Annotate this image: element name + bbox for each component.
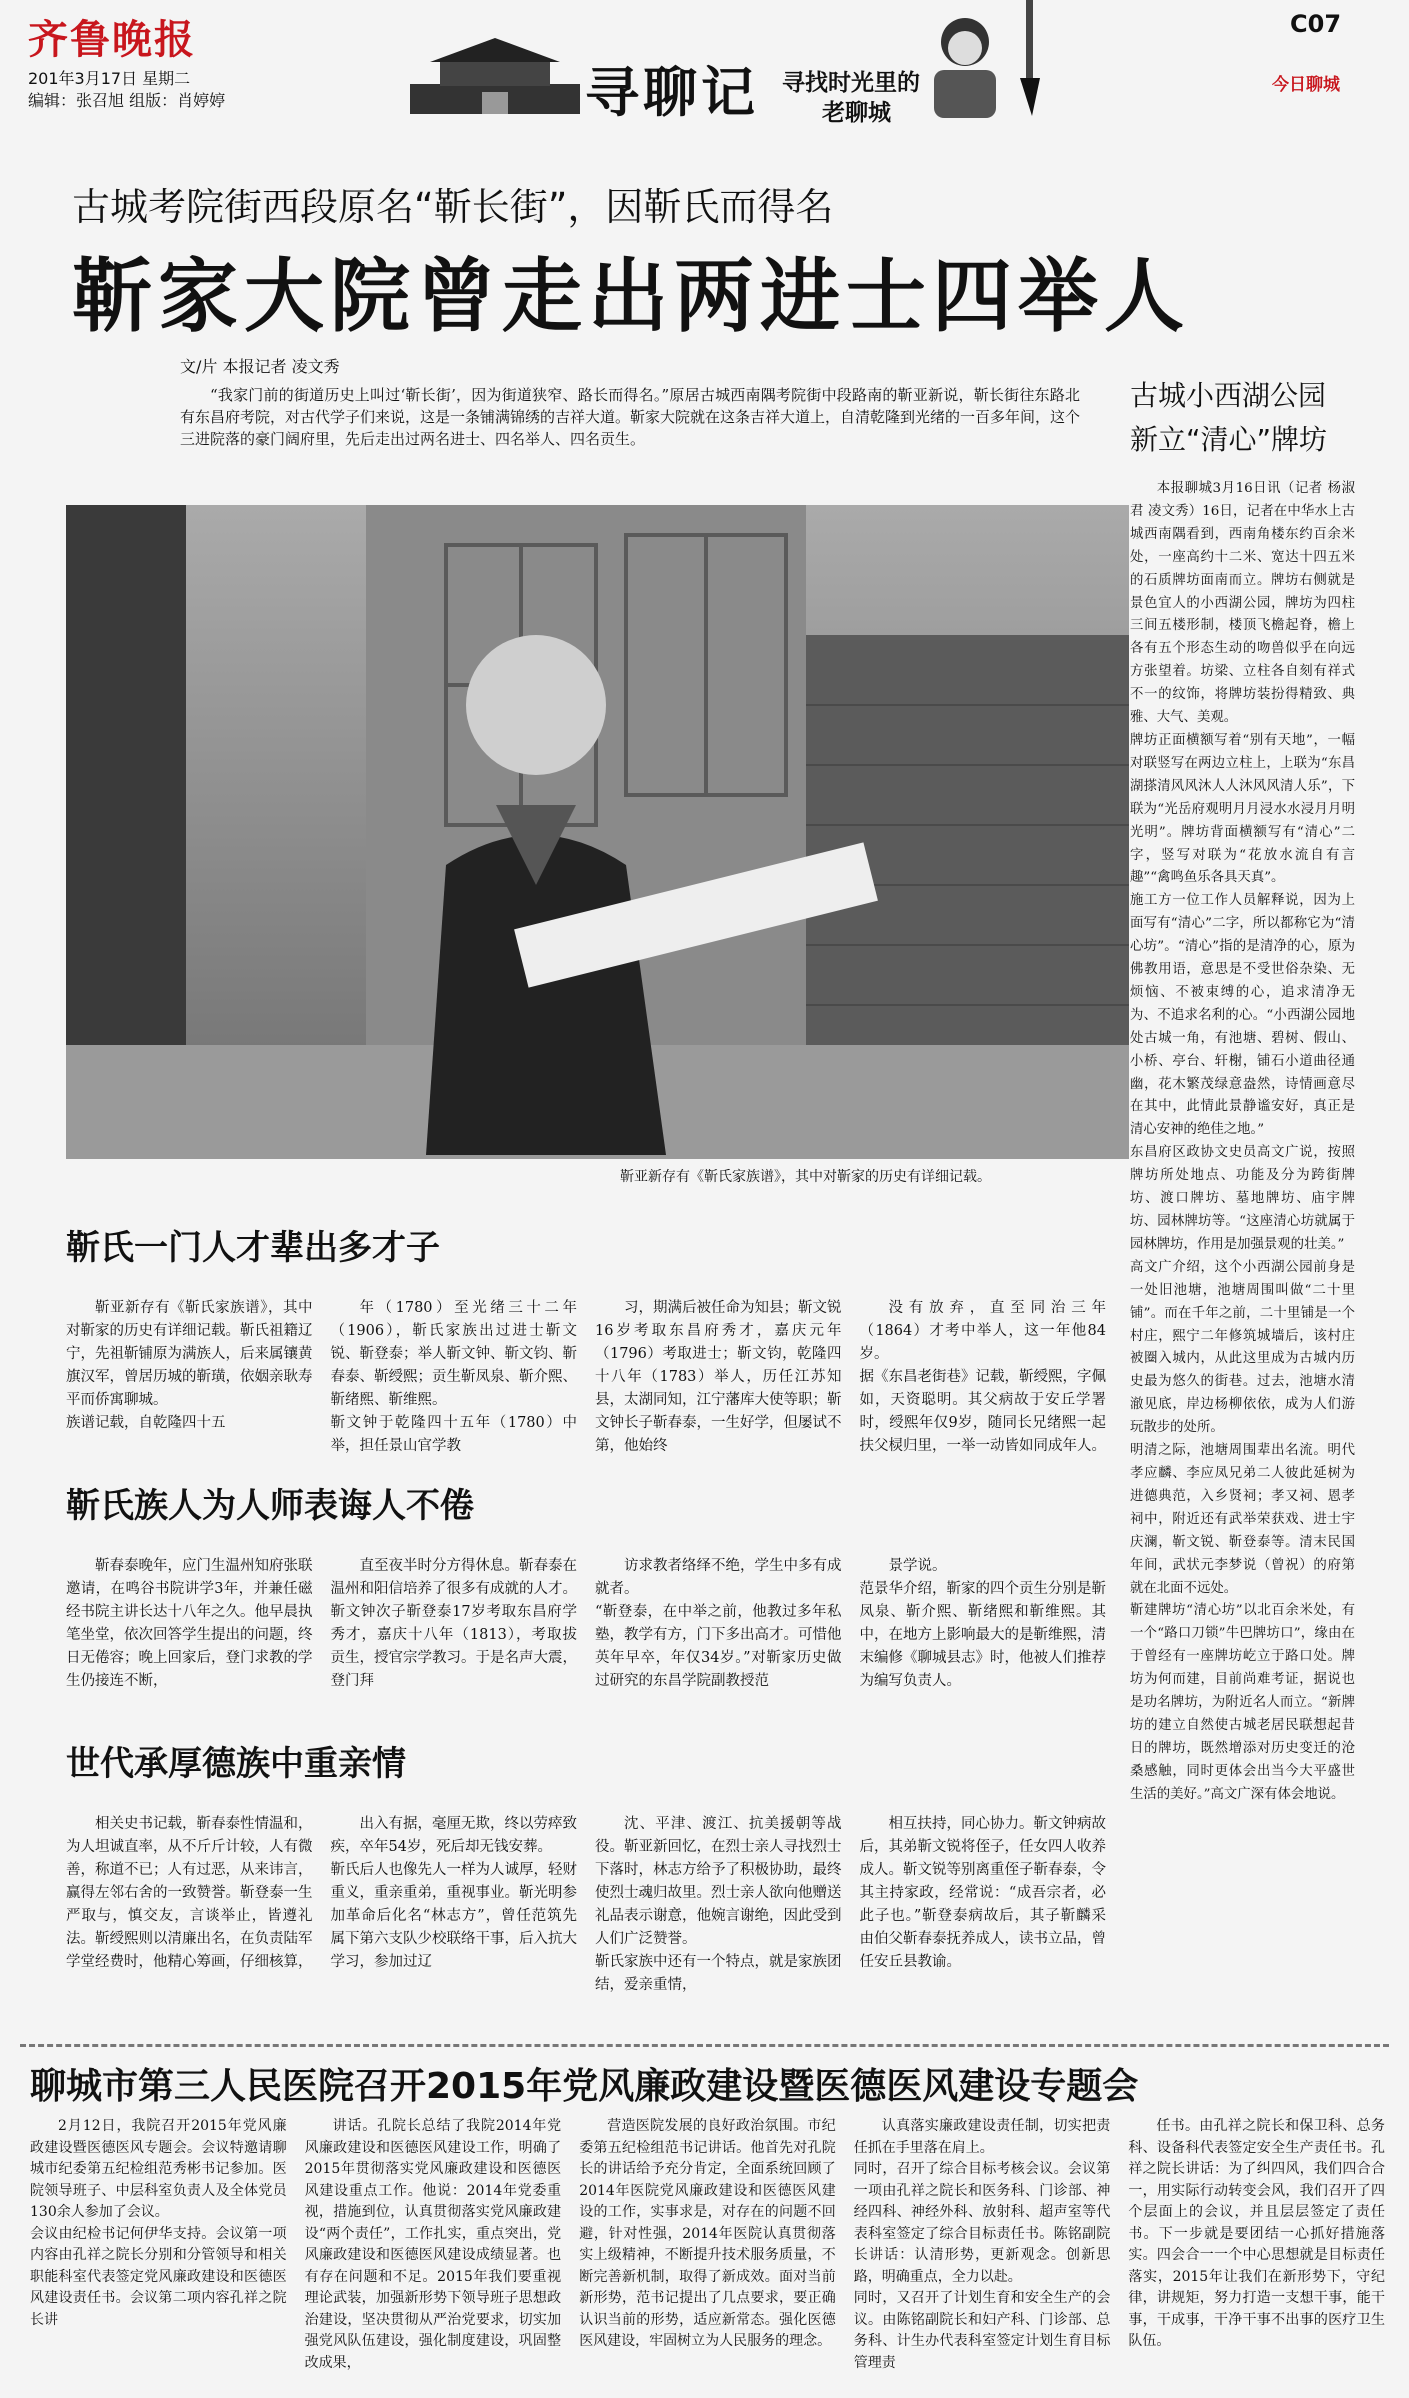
bottom-col: 认真落实廉政建设责任制，切实把责任抓在手里落在肩上。 同时，召开了综合目标考核会议。会议第一项由孔祥之院长和医务科、门诊部、神经四科、神经外科、放射科、超声室等代表科室签定了综合目标责任书。陈铭副院长讲话：认清形势，更新观念。创新思路，明确重点，全力以赴。 同时，又召开了计划生育和安全生产的会议。由陈铭副院长和妇产科、门诊部、总务科、计生办代表科室签定计划生育目标管理责 [853, 2118, 1111, 2371]
bottom-col: 任书。由孔祥之院长和保卫科、总务科、设备科代表签定安全生产责任书。孔祥之院长讲话：为了纠四风，我们四合合一，用实际行动转变会风，我们召开了四个层面上的会议，并且层层签定了责任书。下一步就是要团结一心抓好措施落实。四会合一一个中心思想就是目标责任落实，2015年让我们在新形势下，守纪律，讲规矩，努力打造一支想干事，能干事，干成事，干净干事不出事的医疗卫生队伍。 [1128, 2118, 1385, 2349]
side-column [1130, 478, 1355, 2398]
page-number: C07 [1290, 10, 1342, 38]
section-2-col: 景学说。 范景华介绍，靳家的四个贡生分别是靳凤泉、靳介熙、靳绪熙和靳维熙。其中，在地方上影响最大的是靳维熙，清末编修《聊城县志》时，他被人们推荐为编写负责人。 [859, 1558, 1106, 1689]
section-3-col: 沈、平津、渡江、抗美援朝等战役。靳亚新回忆，在烈士亲人寻找烈士下落时，林志方给予了积极协助，最终使烈士魂归故里。烈士亲人欲向他赠送礼品表示谢意，他婉言谢绝，因此受到人们广泛赞誉。 靳氏家族中还有一个特点，就是家族团结，爱亲重情， [595, 1816, 842, 1993]
side-title-2: 新立“清心”牌坊 [1130, 423, 1328, 456]
editor-line: 编辑：张召旭 组版：肖婷婷 [28, 91, 226, 110]
section-2-col: 靳春泰晚年，应门生温州知府张联邀请，在鸣谷书院讲学3年，并兼任磁经书院主讲长达十八年之久。他早晨执笔坐堂，依次回答学生提出的问题，终日无倦容；晚上回家后，登门求教的学生仍接连不断， [66, 1558, 313, 1689]
section-label: 今日聊城 [1272, 75, 1340, 95]
portrait-icon [922, 8, 1008, 118]
bottom-story [30, 2116, 1385, 2372]
photo [66, 505, 1129, 1159]
brush-icon [1010, 0, 1050, 116]
section-2 [66, 1478, 1106, 1769]
bottom-col: 营造医院发展的良好政治氛围。市纪委第五纪检组范书记讲话。他首先对孔院长的讲话给予充分肯定，全面系统回顾了2014年医院党风廉政建设和医德医风建设的工作，实事求是，对存在的问题不回避，针对性强，2014年医院认真贯彻落实上级精神，不断提升技术服务质量，不断完善新机制，取得了新成效。面对当前新形势，范书记提出了几点要求，要正确认识当前的形势，适应新常态。强化医德医风建设，牢固树立为人民服务的理念。 [579, 2118, 836, 2349]
section-2-col: 直至夜半时分方得休息。靳春泰在温州和阳信培养了很多有成就的人才。 靳文钟次子靳登泰17岁考取东昌府学秀才，嘉庆十八年（1813），考取拔贡生，授官宗学教习。于是名声大震，登门拜 [330, 1558, 577, 1689]
logo: 齐鲁晚报 [28, 16, 196, 63]
headline-kicker: 古城考院街西段原名“靳长街”，因靳氏而得名 [72, 185, 834, 229]
headline: 靳家大院曾走出两进士四举人 [72, 250, 1190, 343]
photo-caption: 靳亚新存有《靳氏家族谱》，其中对靳家的历史有详细记载。 [620, 1169, 991, 1185]
section-3 [66, 1736, 1106, 2073]
section-2-col: 访求教者络绎不绝，学生中多有成就者。 “靳登泰，在中举之前，他教过多年私塾，教学有方，门下多出高才。可惜他英年早卒，年仅34岁。”对靳家历史做过研究的东昌学院副教授范 [595, 1558, 842, 1689]
byline: 文/片 本报记者 凌文秀 [180, 357, 340, 376]
section-1-col: 年（1780）至光绪三十二年（1906），靳氏家族出过进士靳文锐、靳登泰；举人靳文钟、靳文钧、靳春泰、靳绶熙；贡生靳凤泉、靳介熙、靳绪熙、靳维熙。 靳文钟于乾隆四十五年（1780）中举，担任景山官学教 [330, 1300, 577, 1454]
section-1-col: 靳亚新存有《靳氏家族谱》，其中对靳家的历史有详细记载。靳氏祖籍辽宁，先祖靳铺原为满族人，后来属镶黄旗汉军，曾居历城的靳璜，依姻亲耿寿平而侨寓聊城。 族谱记载，自乾隆四十五 [66, 1300, 313, 1431]
section-1-title: 靳氏一门人才辈出多才子 [66, 1228, 440, 1268]
bottom-col: 讲话。孔院长总结了我院2014年党风廉政建设和医德医风建设工作，明确了2015年贯彻落实党风廉政建设和医德医风建设重点工作。他说：2014年党委重视，措施到位，认真贯彻落实党风廉政建设“两个责任”，工作扎实，重点突出，党风廉政建设和医德医风建设成绩显著。也有存在问题和不足。2015年我们要重视理论武装，加强新形势下领导班子思想政治建设，坚决贯彻从严治党要求，切实加强党风队伍建设，强化制度建设，巩固整改成果， [304, 2118, 562, 2371]
tower-icon [410, 32, 580, 114]
section-3-col: 相关史书记载，靳春泰性情温和，为人坦诚直率，从不斤斤计较，人有微善，称道不已；人有过恶，从来讳言，赢得左邻右舍的一致赞誉。靳登泰一生严取与，慎交友，言谈举止，皆遵礼法。靳绶熙则以清廉出名，在负责陆军学堂经费时，他精心筹画，仔细核算， [66, 1816, 313, 1970]
divider [20, 2044, 1389, 2047]
section-1 [66, 1220, 1106, 1489]
column-sub-1: 寻找时光里的 [782, 70, 920, 96]
bottom-col: 2月12日，我院召开2015年党风廉政建设暨医德医风专题会。会议特邀请聊城市纪委第五纪检组范秀彬书记参加。医院领导班子、中层科室负责人及全体党员130余人参加了会议。 会议由纪检书记何伊华支持。会议第一项内容由孔祥之院长分别和分管领导和相关职能科室代表签定党风廉政建设和医德医风建设责任书。会议第二项内容孔祥之院长讲 [30, 2118, 287, 2328]
side-title-1: 古城小西湖公园 [1130, 379, 1327, 412]
section-1-col: 习，期满后被任命为知县；靳文锐16岁考取东昌府秀才，嘉庆元年（1796）考取进士；靳文钧，乾隆四十八年（1783）举人，历任江苏知县，太湖同知，江宁藩库大使等职；靳文钟长子靳春泰，一生好学，但屡试不第，他始终 [595, 1300, 842, 1454]
date-line: 201年3月17日 星期二 [28, 69, 191, 88]
section-3-title: 世代承厚德族中重亲情 [66, 1744, 406, 1784]
section-1-col: 没有放弃，直至同治三年（1864）才考中举人，这一年他84岁。 据《东昌老街巷》记载，靳绶熙，字佩如，天资聪明。其父病故于安丘学署时，绶熙年仅9岁，随同长兄绪熙一起扶父棂归里，一举一动皆如同成年人。 [859, 1300, 1106, 1454]
masthead [0, 0, 1409, 126]
bottom-headline: 聊城市第三人民医院召开2015年党风廉政建设暨医德医风建设专题会 [30, 2066, 1139, 2107]
section-2-title: 靳氏族人为人师表诲人不倦 [66, 1486, 474, 1526]
lead: “我家门前的街道历史上叫过‘靳长街’，因为街道狭窄、路长而得名。”原居古城西南隅考院街中段路南的靳亚新说，靳长街往东路北有东昌府考院，对古代学子们来说，这是一条铺满锦绣的吉祥大道。靳家大院就在这条吉祥大道上，自清乾隆到光绪的一百多年间，这个三进院落的豪门阔府里，先后走出过两名进士、四名举人、四名贡生。 [180, 386, 1081, 448]
section-3-col: 出入有据，毫厘无欺，终以劳瘁致疾，卒年54岁，死后却无钱安葬。 靳氏后人也像先人一样为人诚厚，轻财重义，重亲重弟，重视事业。靳光明参加革命后化名“林志方”，曾任范筑先属下第六支队少校联络干事，后入抗大学习，参加过辽 [330, 1816, 577, 1970]
side-text: 本报聊城3月16日讯（记者 杨淑君 凌文秀）16日，记者在中华水上古城西南隅看到，西南角楼东约百余米处，一座高约十二米、宽达十四五米的石质牌坊面南而立。牌坊右侧就是景色宜人的小西湖公园，牌坊为四柱三间五楼形制，楼顶飞檐起脊，檐上各有五个形态生动的吻兽似乎在向远方张望着。坊梁、立柱各自刻有祥式不一的纹饰，将牌坊装扮得精致、典雅、大气、美观。 牌坊正面横额写着“别有天地”，一幅对联竖写在两边立柱上，上联为“东昌湖搽清风风沐人人沐风风清人乐”，下联为“光岳府观明月月浸水水浸月月明光明”。牌坊背面横额写有“清心”二字，竖写对联为“花放水流自有言趣”“禽鸣鱼乐各具天真”。 施工方一位工作人员解释说，因为上面写有“清心”二字，所以都称它为“清心坊”。“清心”指的是清净的心，原为佛教用语，意思是不受世俗杂染、无烦恼、不被束缚的心，追求清净无为、不追求名利的心。“小西湖公园地处古城一角，有池塘、碧树、假山、小桥、亭台、轩榭，铺石小道曲径通幽，花木繁茂绿意盎然，诗情画意尽在其中，此情此景静谧安好，真正是清心安神的绝佳之地。” 东昌府区政协文史员高文广说，按照牌坊所处地点、功能及分为跨街牌坊、渡口牌坊、墓地牌坊、庙宇牌坊、园林牌坊等。“这座清心坊就属于园林牌坊，作用是加强景观的壮美。” 高文广介绍，这个小西湖公园前身是一处旧池塘，池塘周围叫做“二十里铺”。而在千年之前，二十里铺是一个村庄，熙宁二年修筑城墙后，该村庄被圈入城内，从此这里成为古城内历史最为悠久的街巷。过去，池塘水清澈见底，岸边杨柳依依，成为人们游玩散步的处所。 明清之际，池塘周围辈出名流。明代孝应麟、李应凤兄弟二人彼此延树为进德典范，入乡贤祠；孝又祠、恩孝祠中，附近还有武举荣获戏、进士宇庆澜，靳文锐、靳登泰等。清末民国年间，武状元李梦说（曾祝）的府第就在北面不远处。 靳建牌坊“清心坊”以北百余米处，有一个“路口刀锁”牛巴牌坊口”，缘由在于曾经有一座牌坊屹立于路口处。牌坊为何而建，目前尚难考证，据说也是功名牌坊，为附近名人而立。“新牌坊的建立自然使古城老居民联想起昔日的牌坊，既然增添对历史变迁的沧桑感触，同时更体会出当今大平盛世生活的美好。”高文广深有体会地说。 [1130, 481, 1355, 1802]
column-sub-2: 老聊城 [822, 100, 891, 126]
section-3-col: 相互扶持，同心协力。靳文钟病故后，其弟靳文锐将侄子，任女四人收养成人。靳文锐等别离重侄子靳春泰，令其主持家政，经常说：“成吾宗者，必此子也。”靳登泰病故后，其子靳麟采由伯父靳春泰抚养成人，读书立品，曾任安丘县教谕。 [859, 1816, 1106, 1970]
column-title: 寻聊记 [585, 61, 759, 124]
